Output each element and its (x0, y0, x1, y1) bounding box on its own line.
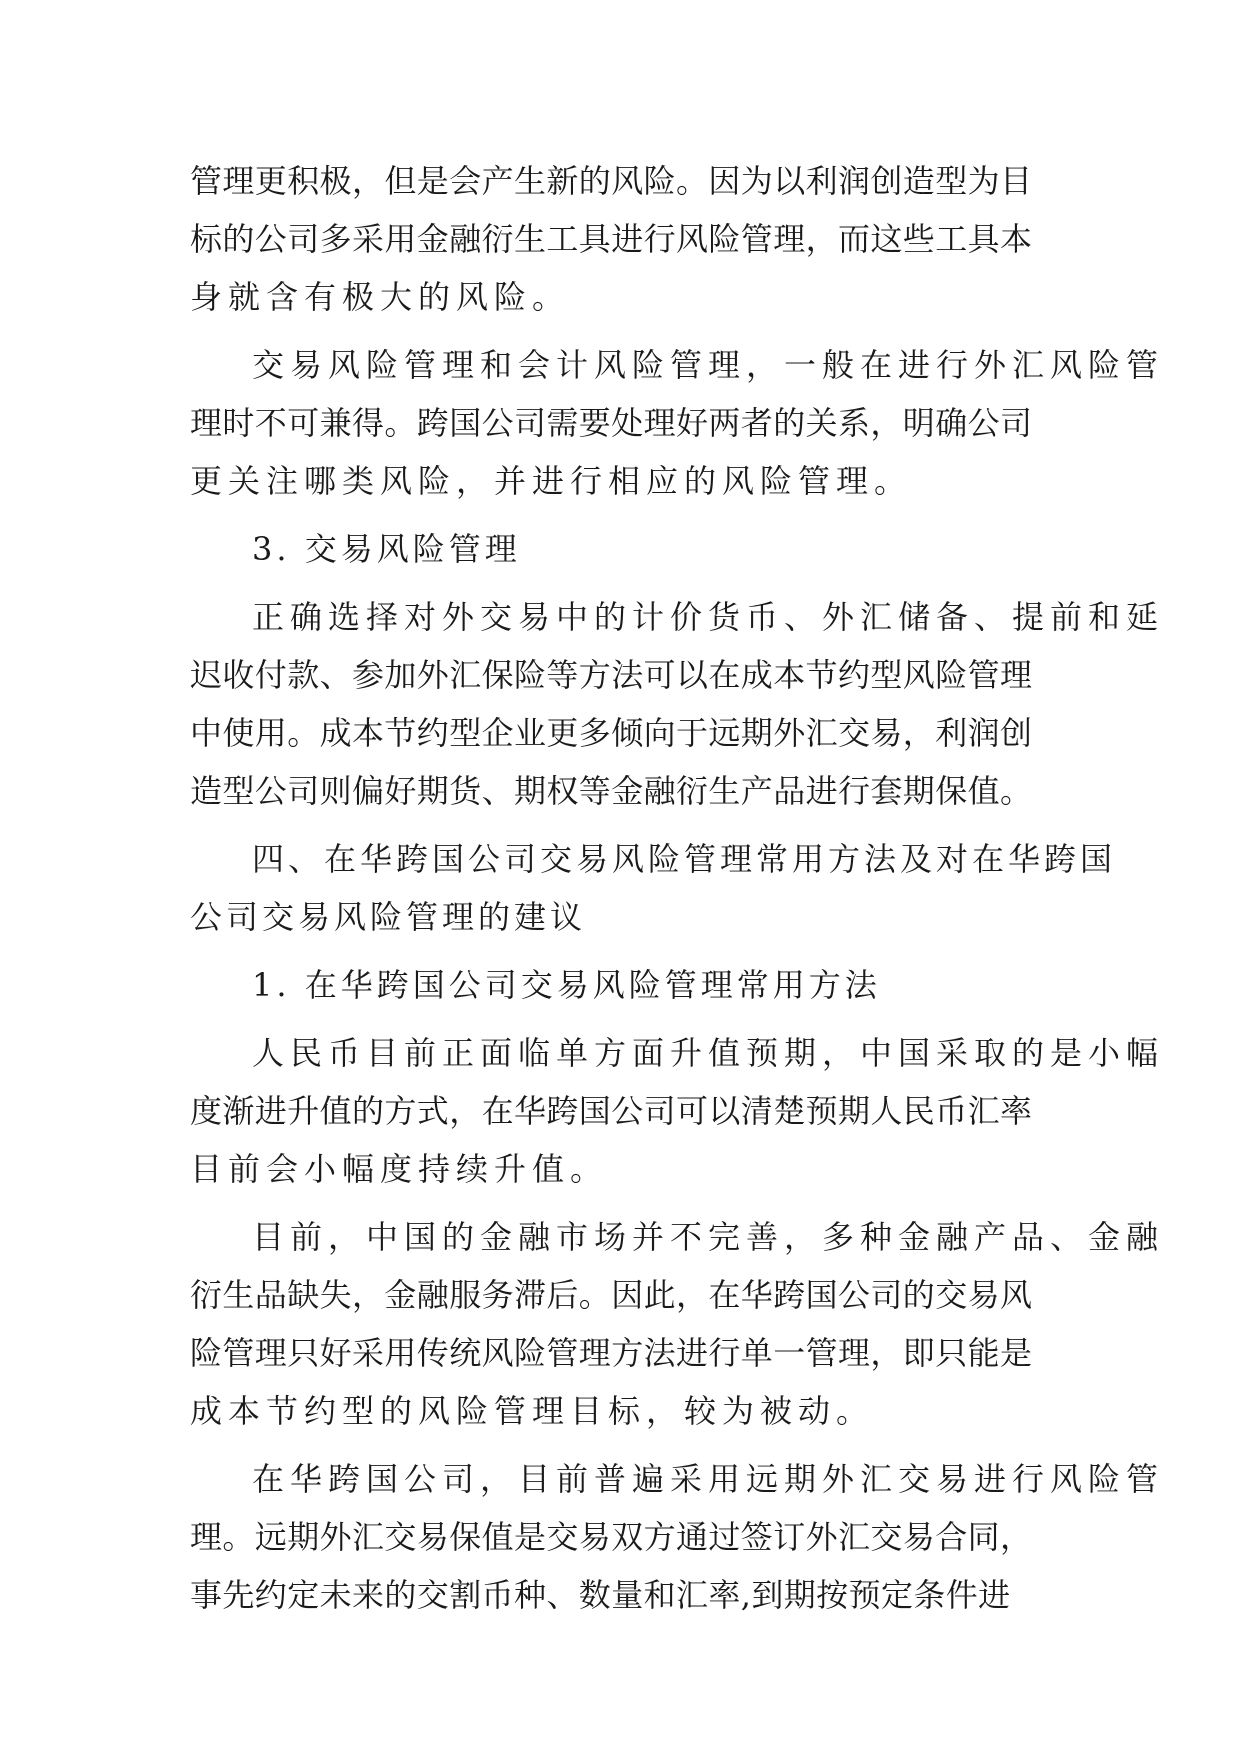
text-line: 管理更积极，但是会产生新的风险。因为以利润创造型为目 (190, 162, 1033, 200)
text-line: 迟收付款、参加外汇保险等方法可以在成本节约型风险管理 (190, 656, 1033, 694)
text-line: 险管理只好采用传统风险管理方法进行单一管理，即只能是 (190, 1334, 1033, 1372)
text-line: 更关注哪类风险，并进行相应的风险管理。 (190, 462, 913, 500)
heading-line: 四、在华跨国公司交易风险管理常用方法及对在华跨国 (252, 840, 1117, 878)
text-line: 在华跨国公司，目前普遍采用远期外汇交易进行风险管 (252, 1460, 1165, 1498)
body-paragraph (190, 152, 1070, 326)
text-line: 事先约定未来的交割币种、数量和汇率,到期按预定条件进 (190, 1576, 1011, 1614)
text-line: 造型公司则偏好期货、期权等金融衍生产品进行套期保值。 (190, 772, 1033, 810)
heading-line: 1. 在华跨国公司交易风险管理常用方法 (252, 966, 881, 1004)
text-line: 正确选择对外交易中的计价货币、外汇储备、提前和延 (252, 598, 1165, 636)
text-line: 衍生品缺失，金融服务滞后。因此，在华跨国公司的交易风 (190, 1276, 1033, 1314)
body-paragraph (190, 588, 1165, 820)
document-page (190, 152, 1165, 1634)
text-line: 人民币目前正面临单方面升值预期，中国采取的是小幅 (252, 1034, 1165, 1072)
body-paragraph (190, 1450, 1165, 1624)
text-line: 交易风险管理和会计风险管理，一般在进行外汇风险管 (252, 346, 1165, 384)
section-heading (190, 830, 1117, 946)
section-heading (190, 956, 1070, 1014)
body-paragraph (190, 1208, 1165, 1440)
text-line: 目前，中国的金融市场并不完善，多种金融产品、金融 (252, 1218, 1165, 1256)
section-heading (190, 520, 1070, 578)
body-paragraph (190, 1024, 1165, 1198)
text-line: 目前会小幅度持续升值。 (190, 1150, 609, 1188)
text-line: 度渐进升值的方式，在华跨国公司可以清楚预期人民币汇率 (190, 1092, 1033, 1130)
text-line: 成本节约型的风险管理目标，较为被动。 (190, 1392, 875, 1430)
text-line: 中使用。成本节约型企业更多倾向于远期外汇交易，利润创 (190, 714, 1033, 752)
body-paragraph (190, 336, 1165, 510)
text-line: 理。远期外汇交易保值是交易双方通过签订外汇交易合同， (190, 1518, 1033, 1556)
text-line: 身就含有极大的风险。 (190, 278, 571, 316)
text-line: 理时不可兼得。跨国公司需要处理好两者的关系，明确公司 (190, 404, 1033, 442)
heading-line: 3. 交易风险管理 (252, 530, 521, 568)
heading-line: 公司交易风险管理的建议 (190, 898, 587, 936)
text-line: 标的公司多采用金融衍生工具进行风险管理，而这些工具本 (190, 220, 1033, 258)
